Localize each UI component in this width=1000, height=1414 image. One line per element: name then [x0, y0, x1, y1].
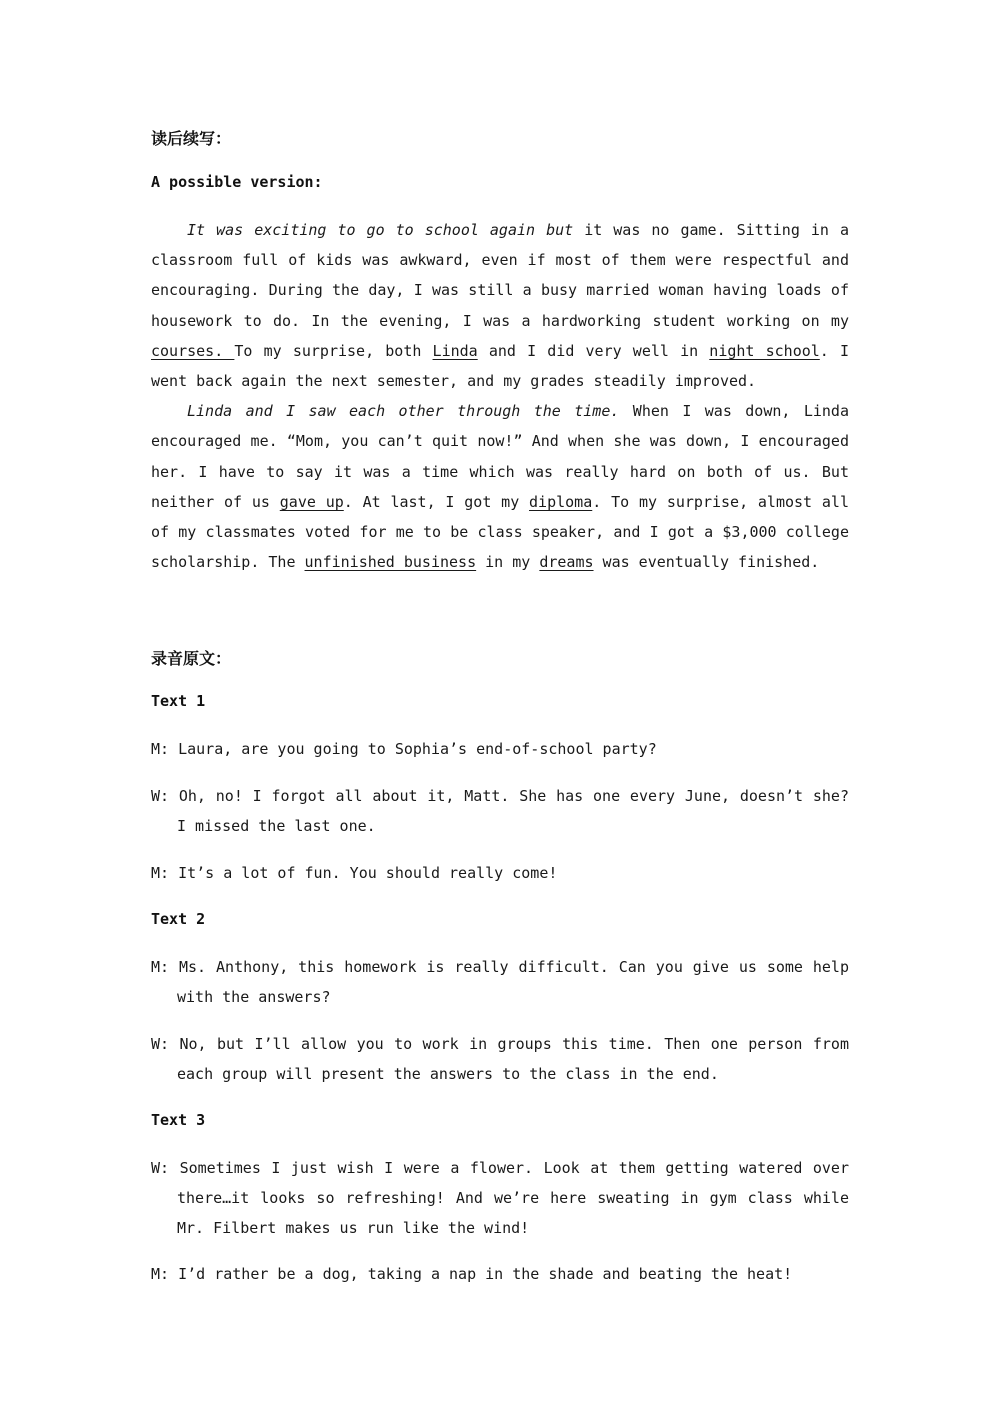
version-label: A possible version:: [151, 173, 323, 191]
dialogue-line: W: Sometimes I just wish I were a flower. Look at them getting watered over there…it looks so refreshing! And we’re here sweating in gym class while Mr. Filbert makes us run like the wind!: [151, 1159, 849, 1238]
underlined-phrase: unfinished business: [304, 553, 477, 572]
dialogue-line: M: Ms. Anthony, this homework is really difficult. Can you give us some help with the answers?: [151, 958, 849, 1007]
dialogue-line: M: It’s a lot of fun. You should really come!: [151, 864, 558, 882]
underlined-phrase: dreams: [539, 553, 594, 572]
underlined-phrase: diploma: [529, 492, 593, 511]
dialogue-line: W: Oh, no! I forgot all about it, Matt. She has one every June, doesn’t she? I missed the last one.: [151, 787, 849, 836]
underlined-phrase: Linda: [432, 341, 478, 360]
essay: [151, 215, 849, 577]
text-3-label: Text 3: [151, 1111, 206, 1129]
writing-heading: 读后续写：: [151, 129, 232, 148]
text-2-label: Text 2: [151, 910, 206, 928]
underlined-phrase: courses.: [151, 341, 235, 360]
underlined-phrase: night school: [709, 341, 820, 360]
transcript-heading: 录音原文：: [151, 649, 232, 668]
dialogue-line: M: Laura, are you going to Sophia’s end-of-school party?: [151, 740, 657, 758]
essay-paragraph-2-lead: Linda and I saw each other through the time.: [187, 402, 620, 421]
essay-paragraph-1-lead: It was exciting to go to school again but: [187, 221, 574, 239]
essay-paragraph-1: It was exciting to go to school again but it was no game. Sitting in a classroom full of kids was awkward, even if most of them were respectful and encouraging. During the day, I was still a busy married woman having loads of housework to do. In the evening, I was a hardworking student working on my courses. To my surprise, both Linda and I did very well in night school. I went back again the next semester, and my grades steadily improved.: [151, 221, 850, 391]
dialogue-line: M: I’d rather be a dog, taking a nap in the shade and beating the heat!: [151, 1265, 793, 1283]
essay-paragraph-2: Linda and I saw each other through the time. When I was down, Linda encouraged me. “Mom, you can’t quit now!” And when she was down, I encouraged her. I have to say it was a time which was really hard on both of us. But neither of us gave up. At last, I got my diploma. To my surprise, almost all of my classmates voted for me to be class speaker, and I got a $3,000 college scholarship. The unfinished business in my dreams was eventually finished.: [151, 402, 849, 572]
underlined-phrase: gave up: [279, 492, 344, 511]
text-1-label: Text 1: [151, 692, 206, 710]
dialogue-line: W: No, but I’ll allow you to work in groups this time. Then one person from each group will present the answers to the class in the end.: [151, 1035, 849, 1084]
